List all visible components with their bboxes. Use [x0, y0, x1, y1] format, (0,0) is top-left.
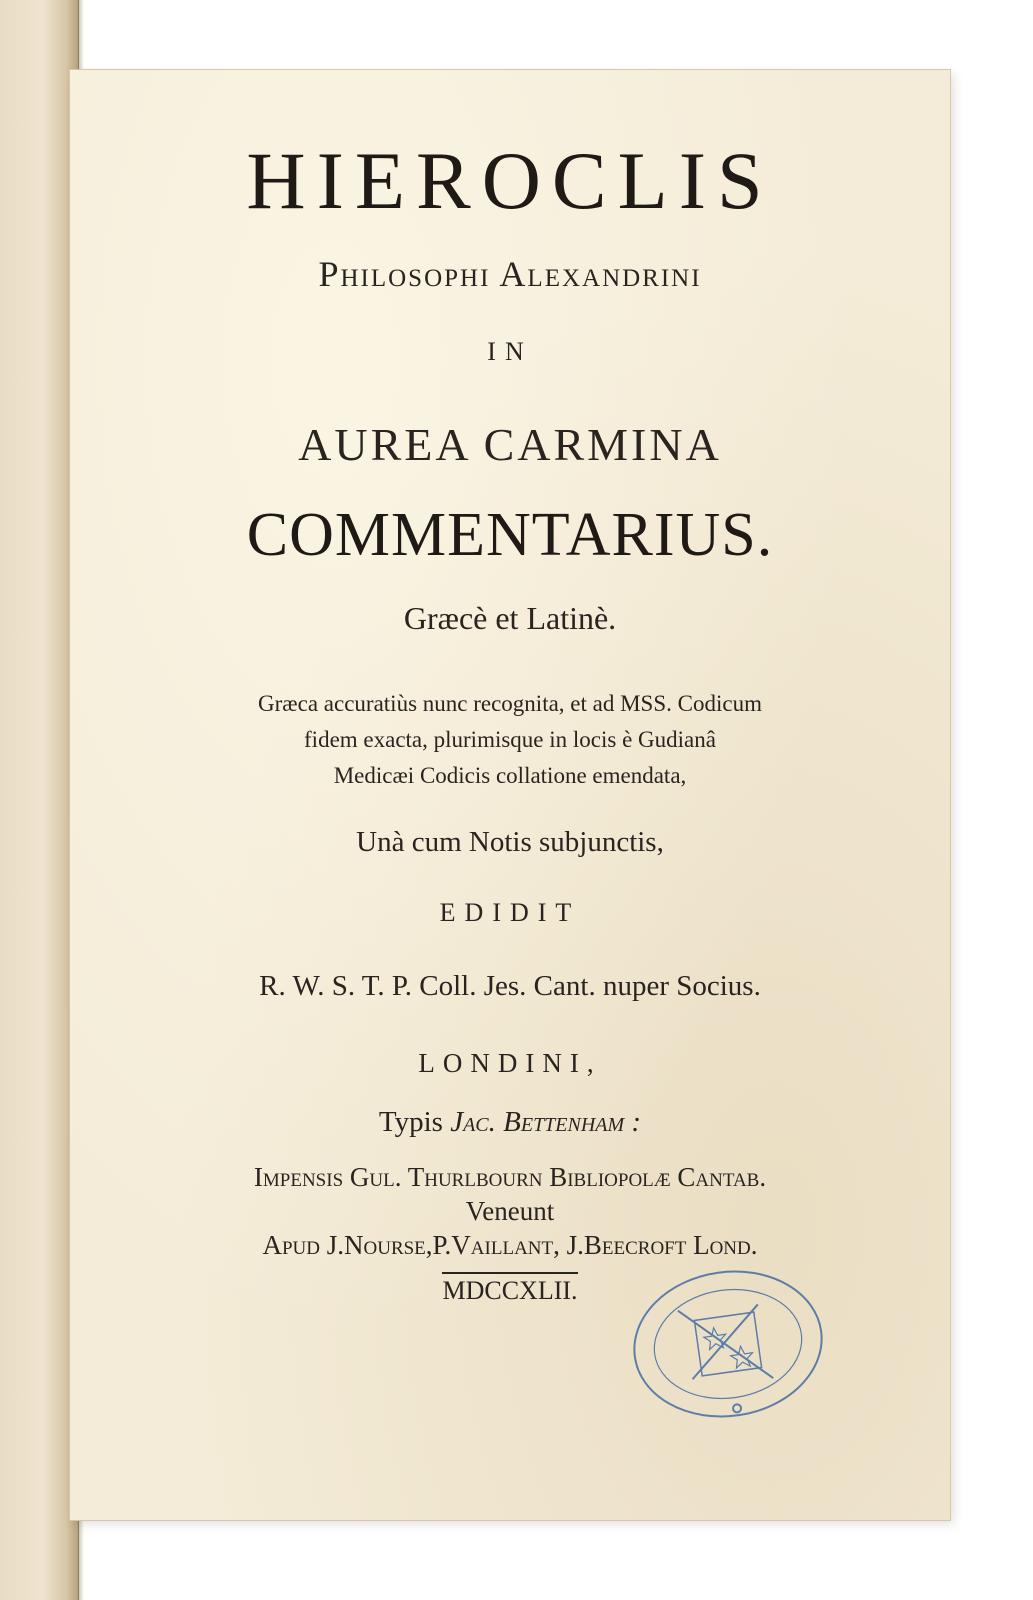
edidit-heading: EDIDIT	[439, 898, 581, 927]
facing-page-edge	[0, 0, 79, 1600]
imprint-line: Impensis Gul. Thurlbourn Bibliopolæ Cantab.	[253, 1162, 767, 1192]
printer-line	[70, 1106, 950, 1139]
book-subtitle: Philosophi Alexandrini	[318, 254, 702, 294]
book-title: HIEROCLIS	[246, 135, 774, 226]
year-text: MDCCXLII.	[442, 1272, 577, 1305]
description-block	[70, 686, 950, 794]
printer-prefix: Typis	[378, 1106, 443, 1138]
work-type: COMMENTARIUS.	[246, 501, 774, 569]
languages: Græcè et Latinè.	[403, 600, 617, 636]
place-of-publication: LONDINI,	[418, 1048, 602, 1078]
imprint-block	[70, 1160, 950, 1262]
printer-name: Jac. Bettenham :	[450, 1106, 642, 1138]
description-line: Græca accuratiùs nunc recognita, et ad MSS. Codicum	[258, 691, 762, 716]
library-stamp-icon	[628, 1264, 828, 1424]
notes-line: Unà cum Notis subjunctis,	[356, 826, 664, 858]
preposition: IN	[487, 337, 533, 366]
description-line: Medicæi Codicis collatione emendata,	[333, 763, 687, 788]
description-line: fidem exacta, plurimisque in locis è Gudianâ	[304, 727, 716, 752]
work-title: AUREA CARMINA	[298, 419, 722, 470]
imprint-line: Apud J.Nourse,P.Vaillant, J.Beecroft Lond.	[262, 1230, 758, 1260]
editor-line: R. W. S. T. P. Coll. Jes. Cant. nuper Socius.	[259, 970, 761, 1002]
imprint-line: Veneunt	[465, 1196, 555, 1226]
